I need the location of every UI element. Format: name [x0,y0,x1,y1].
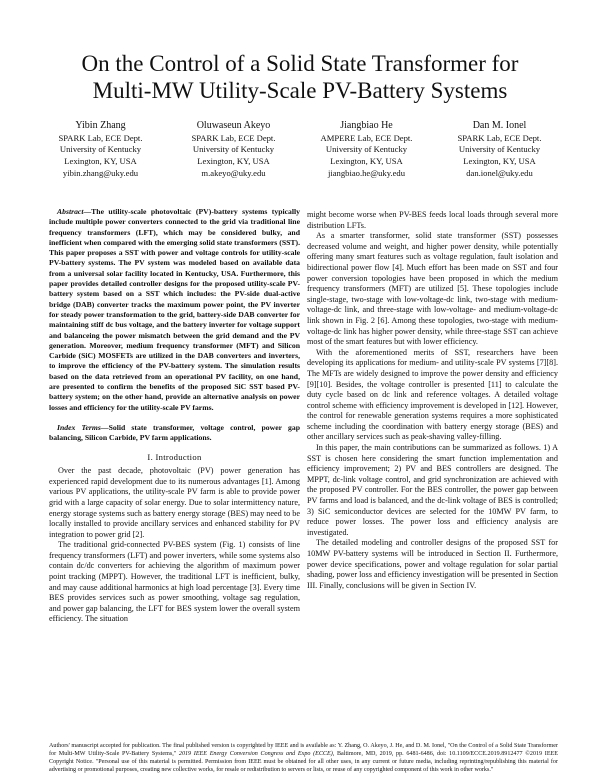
author-location: Lexington, KY, USA [64,155,137,166]
author-university: University of Kentucky [325,144,408,155]
abstract-label: Abstract [57,207,84,216]
paragraph: The detailed modeling and controller designs of the proposed SST for 10MW PV-battery systems will be introduced in Section II. Furthermore, power device specifications, power and voltage regulation for solar partial shading, power loss and efficiency investigation will be presented in Section III. Finally, conclusions will be given in Section IV. [307,538,558,590]
left-column [49,207,300,625]
author-4 [433,120,566,179]
author-name: Jiangbiao He [340,120,393,131]
author-university: University of Kentucky [192,144,275,155]
section-heading-introduction: I. Introduction [147,451,202,462]
right-column [307,210,558,591]
paragraph: The traditional grid-connected PV-BES system (Fig. 1) consists of line frequency transformers (LFT) and power inverters, while some systems also contain dc/dc converters for achieving the algorithm of maximum power point tracking (MPPT). However, the traditional LFT is inefficient, bulky, and may cause additional harmonics at high load percentage [3]. Every time BES provides services such as power smoothing, voltage sag regulation, and power gap balancing, the LFT for BES system lower the overall system efficiency. The situation [49,540,300,624]
copyright-footer [49,743,558,775]
footer-text-1: Authors' manuscript accepted for publication. The final published version is copyrighted by IEEE and is available as: Y. Zhang, O. Akeyo, J. He, and D. M. Ionel, "On the Control of a Solid State Transformer for Multi-MW Utility-Scale PV-Battery Systems," [49,743,558,757]
author-2 [167,120,300,179]
author-affiliation: SPARK Lab, ECE Dept. [191,132,276,143]
author-location: Lexington, KY, USA [463,155,536,166]
author-email[interactable]: jiangbiao.he@uky.edu [327,167,406,178]
paragraph: might become worse when PV-BES feeds local loads through several more distribution LFTs. [307,210,558,230]
author-email[interactable]: dan.ionel@uky.edu [466,167,533,178]
author-name: Yibin Zhang [75,120,126,131]
author-university: University of Kentucky [59,144,142,155]
paragraph: Over the past decade, photovoltaic (PV) power generation has experienced rapid development due to its numerous advantages [1]. Among various PV applications, the utility-scale PV farm is able to provide power grid with a large capacity of solar energy. Due to solar intermittency nature, energy storage systems such as battery energy storage (BES) may need to be locally installed to provide ancillary services and enhanced stability for PV integration to power grid [2]. [49,466,300,539]
author-affiliation: SPARK Lab, ECE Dept. [58,132,143,143]
footer-venue: 2019 IEEE Energy Conversion Congress and Expo (ECCE) [178,750,333,757]
author-university: University of Kentucky [458,144,541,155]
abstract-text: —The utility-scale photovoltaic (PV)-battery systems typically include multiple power converters connected to the grid via traditional line frequency transformers (LFT), which may be considered bulky, and inefficient when compared with the emerging solid state transformers (SST). This paper proposes a SST with power and voltage controls for utility-scale PV-battery systems. The PV system was modeled based on available data from a universal solar facility located in Kentucky, USA. Furthermore, this paper provides detailed controller designs for the proposed utility-scale PV-battery system based on a SST which includes: the PV-side dual-active bridge (DAB) converter tracks the maximum power point, the PV inverter for steady power transformation to the grid, battery-side DAB converter for maintaining stiff dc bus voltage, and the battery inverter for voltage support and balanceing the power mismatch between the grid demand and the PV generation. Moreover, medium frequency transformer (MFT) and Silicon Carbide (SiC) MOSFETs are utilized in the DAB converters and inverters, to improve the efficiency of the PV-battery system. The simulation results based on the data retrieved from an operational PV facility, on one hand, are presented to confirm the benefits of the proposed SiC SST based PV-battery system; on the other hand, provide an alternative analysis on power losses and efficiency for the utility-scale PV farms. [49,207,300,412]
paragraph: In this paper, the main contributions can be summarized as follows. 1) A SST is chosen here considering the smart function implementation and efficiency improvement; 2) PV and BES controllers are designed. The MPPT, dc-link voltage control, and grid synchronization are achieved with the proposed PV controller. For the BES controller, the power gap between PV farms and load is balanced, and the dc-link voltage of BES is controlled; 3) SiC semiconductor devices are selected for the 10MW PV farm, to reduce power losses. The power loss and efficiency analysis are investigated. [307,443,558,537]
paragraph: As a smarter transformer, solid state transformer (SST) possesses decreased volume and weight, and higher power density, while potentially offering many smart features such as voltage regulation, fault isolation and bidirectional power flow [4]. Much effort has been made on SST and four power conversion topologies have been proposed in which the medium frequency transformers (MFT) are utilized [5]. These topologies include single-stage, two-stage with low-voltage-dc link, two-stage with medium-voltage-dc link, and three-stage with low-voltage- and medium-voltage-dc link shown in Fig. 2 [6]. Among these topologies, two-stage with medium-voltage-dc link has higher power density, while three-stage SST can achieve most of the smart features but with lower efficiency. [307,231,558,347]
author-location: Lexington, KY, USA [330,155,403,166]
author-3 [300,120,433,179]
author-email[interactable]: yibin.zhang@uky.edu [62,167,139,178]
paper-title [0,50,600,104]
author-name: Dan M. Ionel [472,120,527,131]
author-affiliation: SPARK Lab, ECE Dept. [457,132,542,143]
author-affiliation: AMPERE Lab, ECE Dept. [320,132,413,143]
abstract [49,207,300,413]
author-email[interactable]: m.akeyo@uky.edu [201,167,266,178]
index-terms [49,423,300,444]
title-line-2: Multi-MW Utility-Scale PV-Battery Systems [92,78,508,103]
paragraph: With the aforementioned merits of SST, researchers have been developing its applications for medium- and utility-scale PV systems [7][8]. The MFTs are widely designed to improve the power density and efficiency [9][10]. Besides, the voltage controller is presented [11] to calculate the duty cycle based on dc link and reference voltages. A detailed voltage control scheme with efficiency improvement is developed in [12]. However, the control for renewable generation systems requires a more sophisticated scheme including the coordination with battery energy storage (BES) and other ancillary services such as peak-shaving valley-filling. [307,347,558,442]
index-terms-label: Index Terms [57,422,101,432]
author-location: Lexington, KY, USA [197,155,270,166]
author-name: Oluwaseun Akeyo [196,120,271,131]
author-1 [34,120,167,179]
author-block [34,120,566,179]
title-line-1: On the Control of a Solid State Transformer for [81,51,519,76]
footer-text-2: , Baltimore, MD, 2019, pp. 6481-6486, doi: 10.1109/ECCE.2019.8912477 ©2019 IEEE Copyright Notice. "Personal use of this material is permitted. Permission from IEEE must be obtained for all other uses, in any current or future media, including reprinting/republishing this material for advertising or promotional purposes, creating new collective works, for resale or redistribution to servers or lists, or reuse of any copyrighted component of this work in other works." [49,750,558,773]
index-terms-text: —Solid state transformer, voltage control, power gap balancing, Silicon Carbide, PV farm applications. [49,422,301,443]
